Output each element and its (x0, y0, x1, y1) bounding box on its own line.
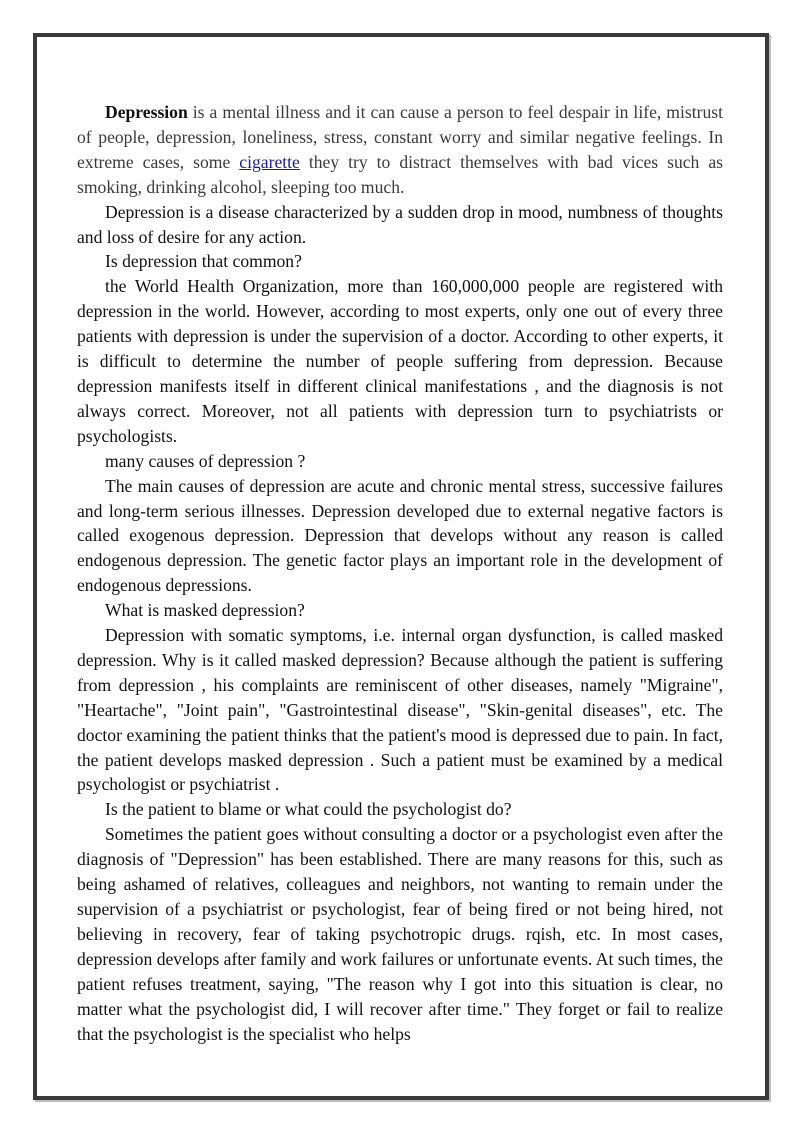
intro-text-after-link: they try to distract themselves with bad vices such as smoking, drinking alcohol, sleeping too much. (77, 151, 723, 197)
heading-causes: many causes of depression ? (105, 450, 306, 471)
intro-text-before-link: is a mental illness and it can cause a person to feel despair in life, mistrust of people, depression, loneliness, stress, constant worry and similar negative feelings. In extreme cases, some (77, 102, 723, 172)
heading-blame: Is the patient to blame or what could the psychologist do? (105, 799, 512, 820)
paragraph-causes: The main causes of depression are acute and chronic mental stress, successive failures and long-term serious illnesses. Depression developed due to external negative factors is called exogenous depression. Depression that develops without any reason is called endogenous depression. The genetic factor plays an important role in the development of endogenous depressions. (77, 475, 723, 596)
heading-masked: What is masked depression? (105, 600, 305, 621)
document-body (77, 100, 723, 1046)
intro-paragraph (77, 100, 723, 200)
cigarette-link[interactable]: cigarette (239, 151, 300, 172)
bold-term: Depression (105, 102, 188, 122)
paragraph-masked: Depression with somatic symptoms, i.e. internal organ dysfunction, is called masked depression. Why is it called masked depression? Because although the patient is suffering from depression , his complaints are reminiscent of other diseases, namely "Migraine", "Heartache", "Joint pain", "Gastrointestinal disease", "Skin-genital diseases", etc. The doctor examining the patient thinks that the patient's mood is depressed due to pain. In fact, the patient develops masked depression . Such a patient must be examined by a medical psychologist or psychiatrist . (77, 625, 723, 795)
paragraph-definition: Depression is a disease characterized by a sudden drop in mood, numbness of thoughts and loss of desire for any action. (77, 201, 723, 247)
paragraph-blame: Sometimes the patient goes without consulting a doctor or a psychologist even after the diagnosis of "Depression" has been established. There are many reasons for this, such as being ashamed of relatives, colleagues and neighbors, not wanting to remain under the supervision of a psychiatrist or psychologist, fear of being fired or not being hired, not believing in recovery, fear of taking psychotropic drugs. rqish, etc. In most cases, depression develops after family and work failures or unfortunate events. At such times, the patient refuses treatment, saying, "The reason why I got into this situation is clear, no matter what the psychologist did, I will recover after time." They forget or fail to realize that the psychologist is the specialist who helps (77, 824, 723, 1044)
paragraph-statistics: the World Health Organization, more than 160,000,000 people are registered with depression in the world. However, according to most experts, only one out of every three patients with depression is under the supervision of a doctor. According to other experts, it is difficult to determine the number of people suffering from depression. Because depression manifests itself in different clinical manifestations , and the diagnosis is not always correct. Moreover, not all patients with depression turn to psychiatrists or psychologists. (77, 276, 723, 446)
heading-common: Is depression that common? (105, 251, 302, 272)
